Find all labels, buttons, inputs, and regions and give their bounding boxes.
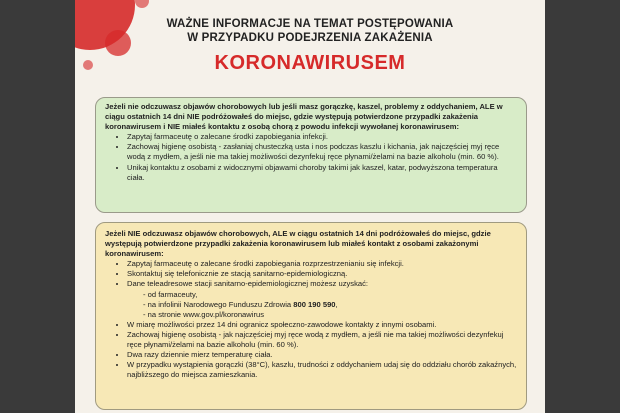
- list-item: • W przypadku wystąpienia gorączki (38°C), kaszlu, trudności z oddychaniem udaj się do oddziału chorób zakaźnych, najbliższego do miejsca zamieszkania.: [127, 360, 517, 380]
- info-poster: [75, 0, 545, 413]
- list-item: • Skontaktuj się telefonicznie ze stacją sanitarno-epidemiologiczną.: [127, 269, 517, 279]
- yellow-box-list: [105, 259, 517, 380]
- travel-contact-info-box: [95, 222, 527, 410]
- list-item: • Dwa razy dziennie mierz temperaturę ciała.: [127, 350, 517, 360]
- green-box-list: [105, 132, 517, 182]
- yellow-box-lead: Jeżeli NIE odczuwasz objawów chorobowych, ALE w ciągu ostatnich 14 dni podróżowałeś do miejsc, gdzie występują potwierdzone przypadki zakażenia koronawirusem lub miałeś kontakt z osobami zakażonymi koronawirusem:: [105, 229, 491, 259]
- sub-item-suffix: ,: [335, 299, 338, 309]
- list-item: • Zapytaj farmaceutę o zalecane środki zapobiegania rozprzestrzenianiu się infekcji.: [127, 259, 517, 269]
- virus-decoration: [135, 0, 149, 8]
- green-box-lead: Jeżeli nie odczuwasz objawów chorobowych lub jeśli masz gorączkę, kaszel, problemy z oddychaniem, ALE w ciągu ostatnich 14 dni NIE podróżowałeś do miejsc, gdzie występują potwierdzone przypadki zakażenia koronawirusem i NIE miałeś kontaktu z osobą chorą z powodu infekcji wywołanej koronawirusem:: [105, 102, 503, 132]
- sub-item: - od farmaceuty,: [143, 289, 198, 299]
- list-item: • Zapytaj farmaceutę o zalecane środki zapobiegania infekcji.: [127, 132, 517, 142]
- sub-item: [127, 300, 517, 310]
- sub-item-text: - na infolinii Narodowego Funduszu Zdrowia: [143, 299, 294, 309]
- list-item: • Zachowaj higienę osobistą - zasłaniaj chusteczką usta i nos podczas kaszlu i kichania, jak najczęściej myj ręce wodą z mydłem, a jeśli nie ma takiej możliwości dezynfekuj ręce płynami/żelami na bazie alkoholu (min. 60 %).: [127, 142, 517, 162]
- list-item: • Zachowaj higienę osobistą - jak najczęściej myj ręce wodą z mydłem, a jeśli nie ma takiej możliwości dezynfekuj ręce płynami/żelami na bazie alkoholu (min. 60 %).: [127, 330, 517, 350]
- no-travel-info-box: [95, 97, 527, 213]
- sub-item: - na stronie www.gov.pl/koronawirus: [143, 309, 264, 319]
- poster-heading: [75, 17, 545, 45]
- list-item-text: Dane teleadresowe stacji sanitarno-epidemiologicznej możesz uzyskać:: [127, 279, 369, 289]
- hotline-number: 800 190 590: [293, 299, 336, 309]
- list-item: • W miarę możliwości przez 14 dni ogranicz społeczno-zawodowe kontakty z innymi osobami.: [127, 320, 517, 330]
- poster-title: KORONAWIRUSEM: [214, 52, 406, 74]
- heading-line-1: WAŻNE INFORMACJE NA TEMAT POSTĘPOWANIA: [166, 18, 454, 30]
- list-item: [127, 279, 517, 319]
- list-item: • Unikaj kontaktu z osobami z widocznymi objawami choroby takimi jak kaszel, katar, podwyższona temperatura ciała.: [127, 163, 517, 183]
- heading-line-2: W PRZYPADKU PODEJRZENIA ZAKAŻENIA: [187, 32, 433, 44]
